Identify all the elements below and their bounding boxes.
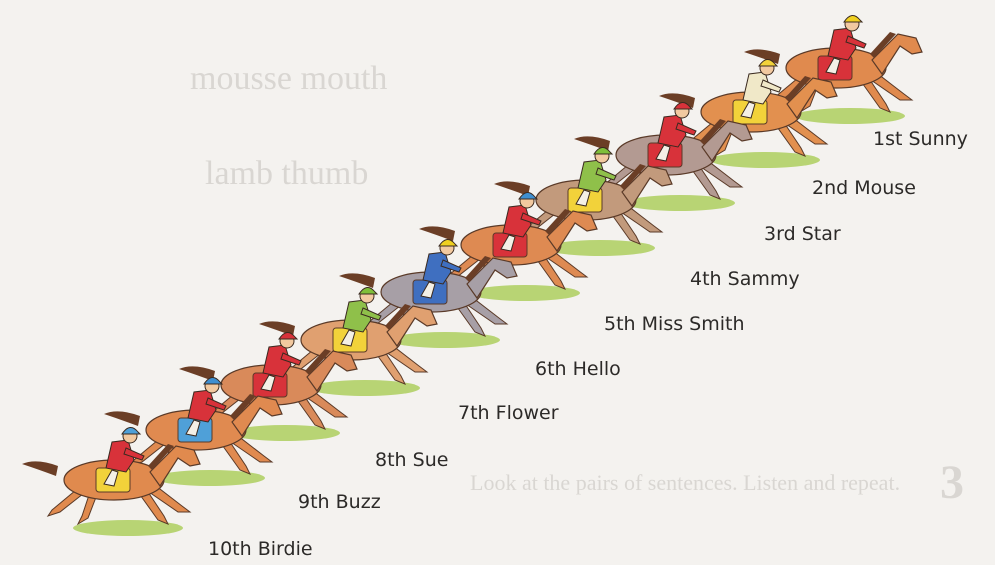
horse-name: Sue bbox=[412, 449, 449, 471]
place-text: 1st bbox=[873, 128, 903, 150]
placing-label bbox=[208, 538, 313, 560]
horse-name: Birdie bbox=[257, 538, 313, 560]
place-text: 6th bbox=[535, 358, 567, 380]
place-text: 8th bbox=[375, 449, 407, 471]
horse-name: Buzz bbox=[335, 491, 381, 513]
horse-name: Miss Smith bbox=[641, 313, 745, 335]
place-text: 9th bbox=[298, 491, 330, 513]
placing-label bbox=[535, 358, 621, 380]
placing-label bbox=[812, 177, 916, 199]
place-text: 10th bbox=[208, 538, 252, 560]
placing-label bbox=[375, 449, 448, 471]
placing-label bbox=[604, 313, 745, 335]
place-text: 5th bbox=[604, 313, 636, 335]
placing-label bbox=[298, 491, 381, 513]
bleed-text: 3 bbox=[940, 456, 964, 509]
horse-name: Star bbox=[801, 223, 841, 245]
bleed-text: mousse mouth bbox=[190, 60, 388, 97]
horse-name: Flower bbox=[495, 402, 559, 424]
placing-label bbox=[458, 402, 559, 424]
place-text: 7th bbox=[458, 402, 490, 424]
horse-name: Sunny bbox=[908, 128, 968, 150]
placing-label bbox=[690, 268, 800, 290]
place-text: 2nd bbox=[812, 177, 849, 199]
placing-label bbox=[873, 128, 968, 150]
place-text: 3rd bbox=[764, 223, 796, 245]
horse-name: Mouse bbox=[854, 177, 916, 199]
bleed-text: lamb thumb bbox=[205, 155, 369, 192]
horse-name: Sammy bbox=[727, 268, 800, 290]
bleed-text: Look at the pairs of sentences. Listen and repeat. bbox=[470, 470, 901, 495]
place-text: 4th bbox=[690, 268, 722, 290]
horse-name: Hello bbox=[572, 358, 621, 380]
placing-label bbox=[764, 223, 841, 245]
racehorse-10 bbox=[18, 420, 208, 540]
